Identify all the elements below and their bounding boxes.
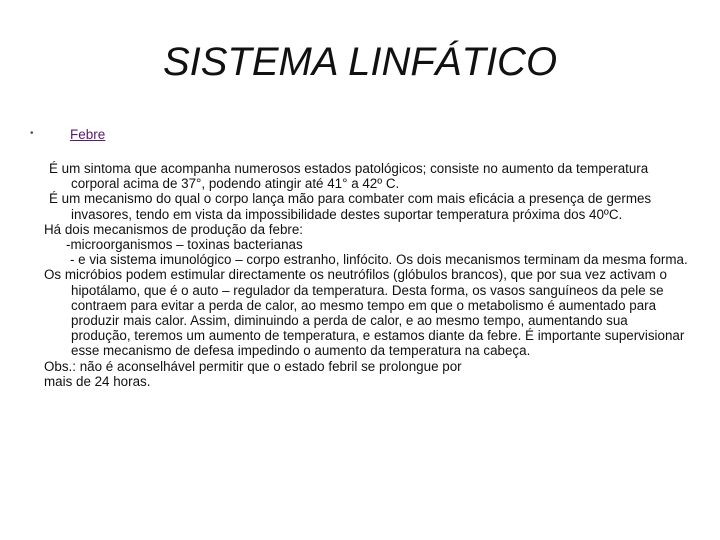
- slide-title: SISTEMA LINFÁTICO: [162, 40, 558, 84]
- paragraph-production-intro: Há dois mecanismos de produção da febre:: [44, 221, 304, 237]
- paragraph-microbes: Os micróbios podem estimular directamente os neutrófilos (glóbulos brancos), que por sua vez activam o hipotálamo, que é o auto – regulador da temperatura. Desta forma, os vasos sanguíneos da pele se contraem para evitar a perda de calor, ao mesmo tempo em que o metabolismo é aumentado para produzir mais calor. Assim, diminuindo a perda de calor, e ao mesmo tempo, aumentando sua produção, teremos um aumento de temperatura, e estamos diante da febre. É importante supervisionar esse mecanismo de defesa impedindo o aumento da temperatura na cabeça.: [44, 267, 685, 359]
- paragraph-definition: É um sintoma que acompanha numerosos estados patológicos; consiste no aumento da temperatura corporal acima de 37°, podendo atingir até 41° a 42º C.: [49, 161, 649, 192]
- slide-body: [44, 161, 689, 389]
- paragraph-immune: - e via sistema imunológico – corpo estranho, linfócito. Os dois mecanismos terminam da mesma forma.: [70, 252, 688, 268]
- paragraph-obs: Obs.: não é aconselhável permitir que o estado febril se prolongue por: [44, 358, 462, 374]
- paragraph-microorganisms: -microorganismos – toxinas bacterianas: [66, 237, 303, 253]
- paragraph-mechanism: É um mecanismo do qual o corpo lança mão para combater com mais eficácia a presença de germes invasores, tendo em vista da impossibilidade destes suportar temperatura próxima dos 40ºC.: [49, 191, 652, 222]
- bullet-dot-icon: •: [30, 128, 34, 139]
- bullet-link-febre[interactable]: Febre: [70, 127, 106, 142]
- paragraph-obs-end: mais de 24 horas.: [44, 373, 151, 389]
